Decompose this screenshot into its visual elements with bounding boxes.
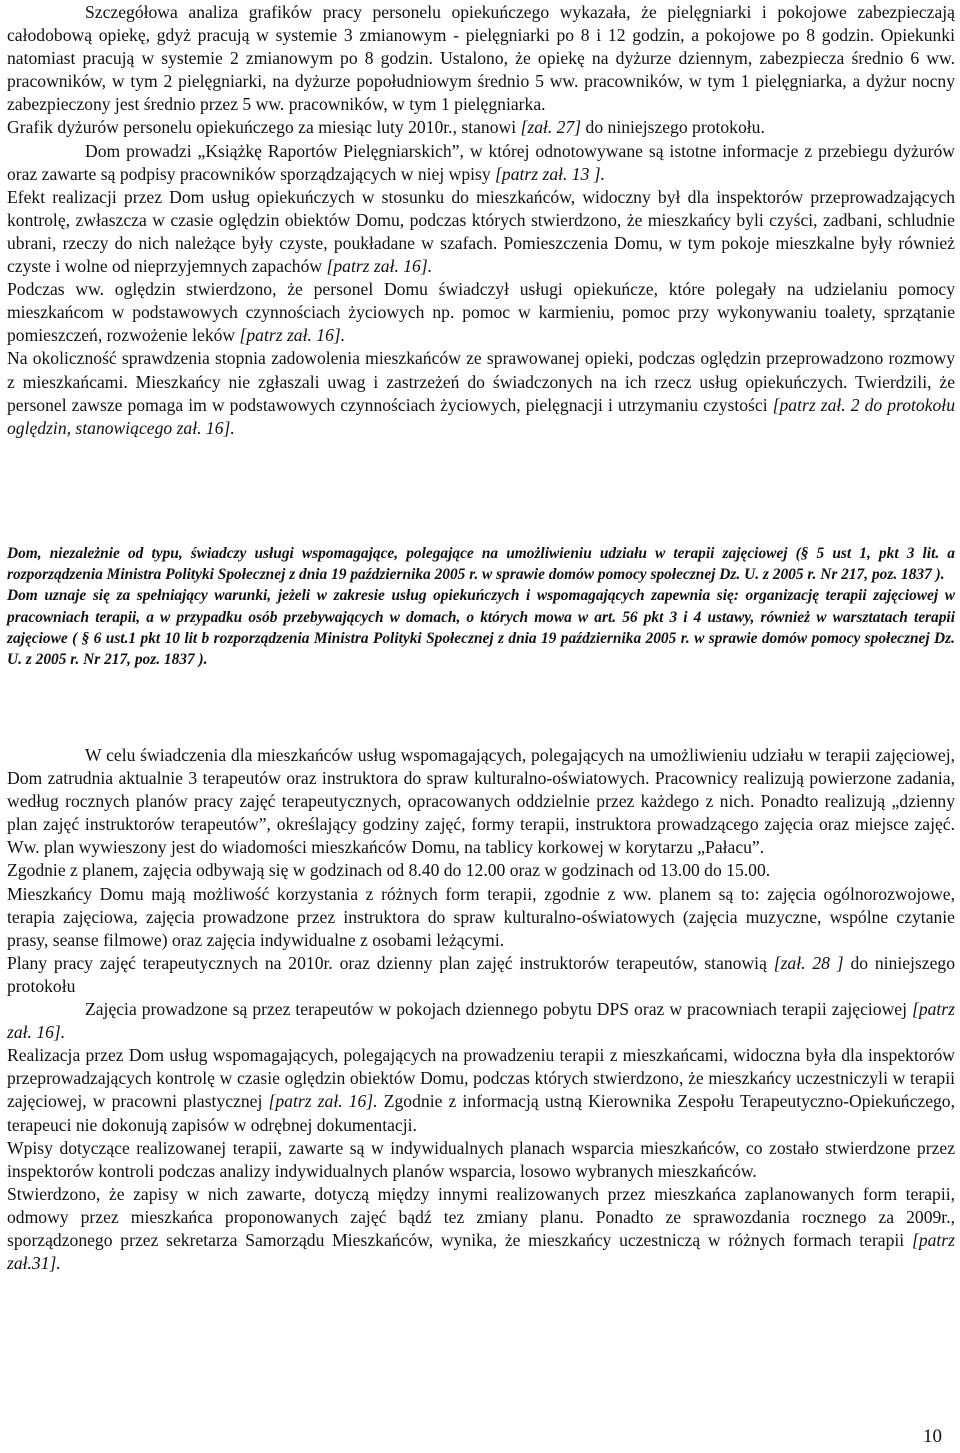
reference-text: [zał. 28 ]	[773, 952, 844, 973]
paragraph	[7, 1, 955, 116]
paragraph	[7, 859, 955, 882]
paragraph	[7, 347, 955, 439]
paragraph-text: do niniejszego protokołu.	[581, 117, 765, 138]
paragraph-text: W celu świadczenia dla mieszkańców usług wspomagających, polegających na umożliwieniu udziału w terapii zajęciowej, Dom zatrudnia aktualnie 3 terapeutów oraz instruktora do spraw kulturalno-oświatowych. Pracownicy realizują powierzone zadania, według rocznych planów pracy zajęć terapeutycznych, opracowanych oddzielnie przez każdego z nich. Ponadto realizują „dzienny plan zajęć instruktorów terapeutów”, określający godziny zajęć, formy terapii, instruktora prowadzącego zajęcia oraz miejsce zajęć. Ww. plan wywieszony jest do wiadomości mieszkańców Domu, na tablicy korkowej w korytarzu „Pałacu”.	[7, 745, 955, 858]
paragraph-text: Stwierdzono, że zapisy w nich zawarte, dotyczą między innymi realizowanych przez mieszkańca zaplanowanych form terapii, odmowy przez mieszkańca proponowanych zajęć bądź tez zmiany planu. Ponadto ze sprawozdania rocznego za 2009r., sporządzonego przez sekretarza Samorządu Mieszkańców, wynika, że mieszkańcy uczestniczą w różnych formach terapii	[7, 1183, 955, 1250]
reference-text: [patrz zał.31].	[7, 1229, 955, 1274]
paragraph-text: Plany pracy zajęć terapeutycznych na 2010r. oraz dzienny plan zajęć instruktorów terapeutów, stanowią	[7, 952, 774, 973]
paragraph-text: Podczas ww. oględzin stwierdzono, że personel Domu świadczył usługi opiekuńcze, które polegały na udzielaniu pomocy mieszkańcom w podstawowych czynnościach życiowych np. pomoc w karmieniu, pomoc przy wykonywaniu toalety, sprzątanie pomieszczeń, rozwożenie leków	[7, 279, 955, 346]
paragraph	[7, 116, 955, 139]
paragraph-text: Szczegółowa analiza grafików pracy personelu opiekuńczego wykazała, że pielęgniarki i pokojowe zabezpieczają całodobową opiekę, gdyż pracują w systemie 3 zmianowym - pielęgniarki po 8 i 12 godzin, a pokojowe po 8 godzin. Opiekunki natomiast pracują w systemie 2 zmianowym po 8 godzin. Ustalono, że opiekę na dyżurze dziennym, zabezpiecza średnio 6 ww. pracowników, w tym 2 pielęgniarki, na dyżurze popołudniowym średnio 5 ww. pracowników, w tym 1 pielęgniarka, a dyżur nocny zabezpieczony jest średnio przez 5 ww. pracowników, w tym 1 pielęgniarka.	[7, 2, 955, 115]
paragraph-text: Zajęcia prowadzone są przez terapeutów w pokojach dziennego pobytu DPS oraz w pracowniach terapii zajęciowej	[85, 999, 912, 1020]
paragraph-text: Na okoliczność sprawdzenia stopnia zadowolenia mieszkańców ze sprawowanej opieki, podczas oględzin przeprowadzono rozmowy z mieszkańcami. Mieszkańcy nie zgłaszali uwag i zastrzeżeń do świadczonych na ich rzecz usług opiekuńczych. Twierdzili, że personel zawsze pomaga im w podstawowych czynnościach życiowych, pielęgnacji i utrzymaniu czystości	[7, 348, 955, 415]
paragraph-text: Zgodnie z planem, zajęcia odbywają się w godzinach od 8.40 do 12.00 oraz w godzinach od 13.00 do 15.00.	[7, 860, 771, 881]
paragraph	[7, 140, 955, 186]
paragraph-text: Grafik dyżurów personelu opiekuńczego za miesiąc luty 2010r., stanowi	[7, 117, 521, 138]
paragraph-text: Wpisy dotyczące realizowanej terapii, zawarte są w indywidualnych planach wsparcia mieszkańców, co zostało stwierdzone przez inspektorów kontroli podczas analizy indywidualnych planów wsparcia, losowo wybranych mieszkańców.	[7, 1137, 955, 1181]
paragraph	[7, 186, 955, 278]
reference-text: [patrz zał. 16].	[268, 1091, 378, 1112]
paragraph-text: Zgodnie z informacją ustną Kierownika Zespołu Terapeutyczno-Opiekuńczego, terapeuci nie dokonują zapisów w odrębnej dokumentacji.	[7, 1091, 955, 1135]
paragraph	[7, 998, 955, 1044]
legal-paragraph-2: Dom uznaje się za spełniający warunki, jeżeli w zakresie usług opiekuńczych i wspomagających zapewnia się: organizację terapii zajęciowej w pracowniach terapii, a w przypadku osób przebywających w domach, o których mowa w art. 56 pkt 3 i 4 ustawy, również w warsztatach terapii zajęciowe ( § 6 ust.1 pkt 10 lit b rozporządzenia Ministra Polityki Społecznej z dnia 19 października 2005 r. w sprawie domów pomocy społecznej Dz. U. z 2005 r. Nr 217, poz. 1837 ).	[7, 587, 955, 669]
paragraph-text: Mieszkańcy Domu mają możliwość korzystania z różnych form terapii, zgodnie z ww. planem są to: zajęcia ogólnorozwojowe, terapia zajęciowa, zajęcia prowadzone przez instruktora do spraw kulturalno-oświatowych (zajęcia muzyczne, wspólne czytanie prasy, seanse filmowe) oraz zajęcia indywidualne z osobami leżącymi.	[7, 883, 955, 950]
paragraph-text: Realizacja przez Dom usług wspomagających, polegających na prowadzeniu terapii z mieszkańcami, widoczna była dla inspektorów przeprowadzających kontrolę w czasie oględzin obiektów Domu, podczas których stwierdzono, że mieszkańcy uczestniczyli w terapii zajęciowej, w pracowni plastycznej	[7, 1045, 955, 1112]
legal-paragraph-1: Dom, niezależnie od typu, świadczy usługi wspomagające, polegające na umożliwieniu udziału w terapii zajęciowej (§ 5 ust 1, pkt 3 lit. a rozporządzenia Ministra Polityki Społecznej z dnia 19 października 2005 r. w sprawie domów pomocy społecznej Dz. U. z 2005 r. Nr 217, poz. 1837 ).	[7, 545, 955, 584]
paragraph	[7, 744, 955, 859]
paragraph-text: Dom prowadzi „Książkę Raportów Pielęgniarskich”, w której odnotowywane są istotne informacje z przebiegu dyżurów oraz zawarte są podpisy pracowników sporządzających w niej wpisy	[7, 140, 955, 184]
paragraph	[7, 1137, 955, 1183]
reference-text: [patrz zał. 16].	[7, 999, 955, 1043]
paragraph-text: do niniejszego protokołu	[7, 952, 955, 996]
paragraph	[7, 883, 955, 952]
reference-text: [patrz zał. 2 do protokołu oględzin, stanowiącego zał. 16].	[7, 394, 955, 438]
paragraph	[7, 1183, 955, 1275]
page-number: 10	[923, 1426, 942, 1447]
section-occupational-therapy	[7, 744, 955, 1275]
reference-text: [zał. 27]	[520, 117, 582, 138]
reference-text: [patrz zał. 16].	[239, 325, 346, 346]
reference-text: [patrz zał. 13 ].	[495, 163, 606, 184]
paragraph	[7, 952, 955, 998]
paragraph	[7, 1044, 955, 1136]
section-personnel-care	[7, 1, 955, 440]
paragraph-text: Efekt realizacji przez Dom usług opiekuńczych w stosunku do mieszkańców, widoczny był dla inspektorów przeprowadzających kontrolę, zwłaszcza w czasie oględzin obiektów Domu, podczas których stwierdzono, że mieszkańcy byli czyści, zadbani, schludnie ubrani, rzeczy do nich należące były czyste, poukładane w szafach. Pomieszczenia Domu, w tym pokoje mieszkalne były również czyste i wolne od nieprzyjemnych zapachów	[7, 186, 955, 277]
paragraph	[7, 278, 955, 347]
section-legal-basis	[7, 543, 955, 670]
reference-text: [patrz zał. 16].	[326, 256, 433, 277]
